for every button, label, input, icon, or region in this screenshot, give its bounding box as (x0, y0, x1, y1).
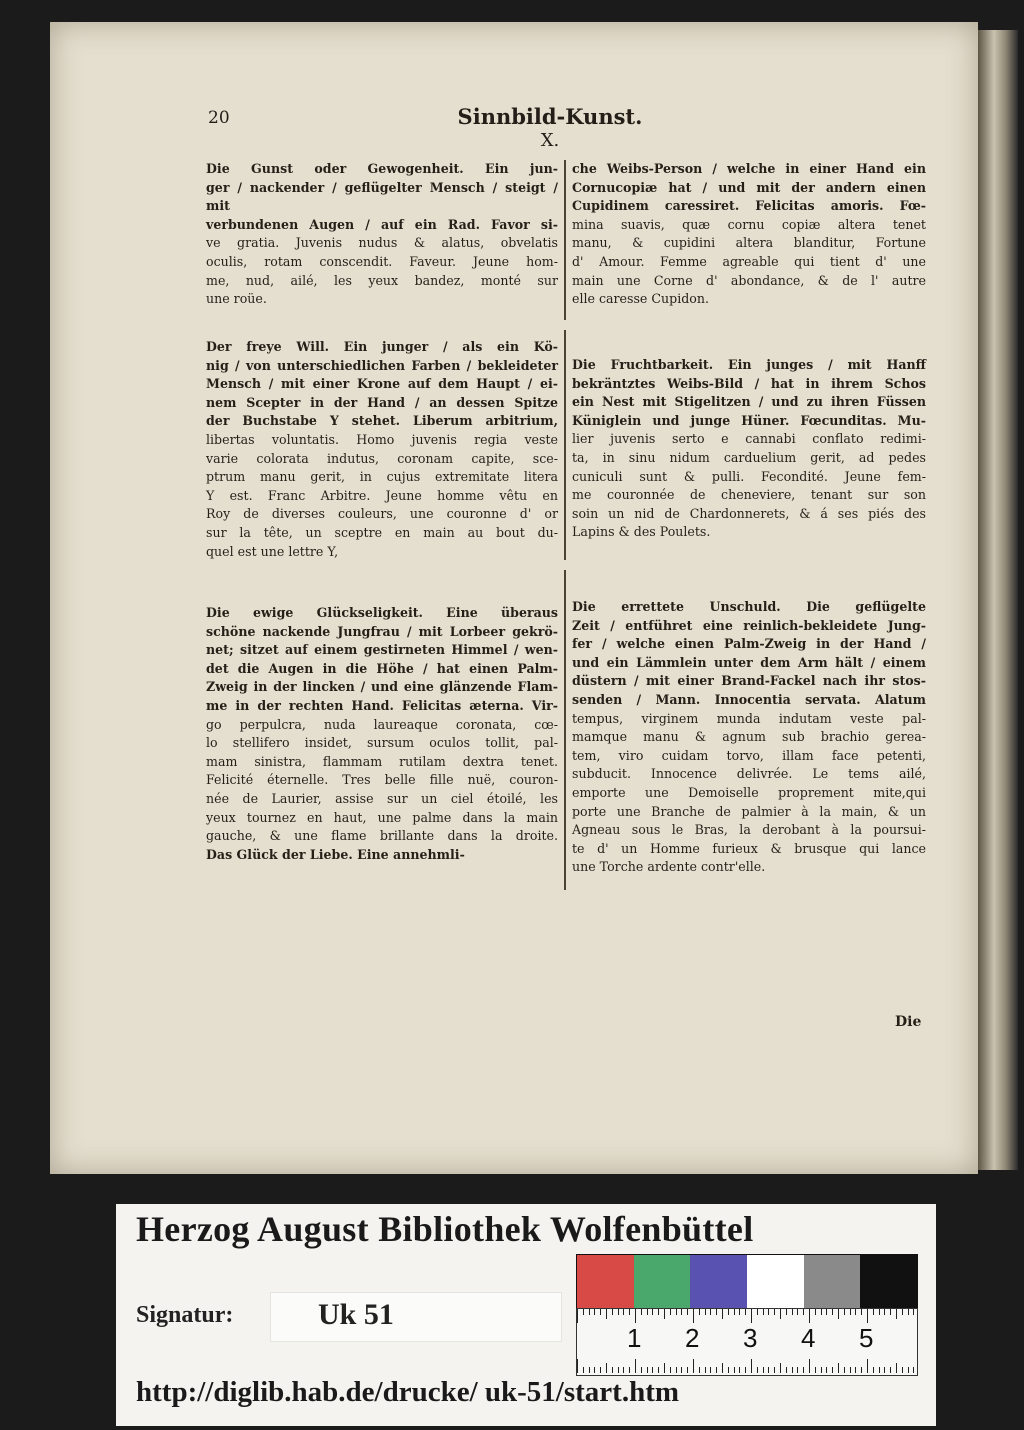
color-swatch (634, 1255, 691, 1309)
ruler-tick (594, 1367, 595, 1373)
ruler-tick (797, 1309, 798, 1315)
ruler-tick (879, 1309, 880, 1315)
library-name: Herzog August Bibliothek Wolfenbüttel (136, 1209, 754, 1249)
ruler-tick (879, 1367, 880, 1373)
text-line: lier juvenis serto e cannabi conflato redimi- (572, 431, 926, 447)
ruler-tick (745, 1367, 746, 1373)
text-line: nig / von unterschiedlichen Farben / bekleideter (206, 357, 558, 373)
ruler-tick (757, 1367, 758, 1373)
text-line: det die Augen in die Höhe / hat einen Palm- (206, 660, 558, 676)
text-line: porte une Branche de palmier à la main, & un (572, 803, 926, 819)
ruler-tick (850, 1309, 851, 1315)
text-line: düstern / mit einer Brand-Fackel nach ihr stos- (572, 673, 926, 689)
ruler-tick (739, 1367, 740, 1373)
ruler-tick (867, 1359, 868, 1373)
ruler-tick (705, 1309, 706, 1315)
text-line: me couronnée de cheneviere, tenant sur son (572, 487, 926, 503)
ruler-tick (676, 1309, 677, 1315)
ruler-tick (618, 1309, 619, 1315)
ruler-tick (577, 1309, 578, 1323)
color-swatch (804, 1255, 861, 1309)
text-line: me, nud, ailé, les yeux bandez, monté sur (206, 272, 558, 288)
ruler-tick (826, 1309, 827, 1315)
ruler-tick (664, 1363, 665, 1373)
ruler-tick (774, 1367, 775, 1373)
text-line: mamque manu & agnum sub brachio gerea- (572, 729, 926, 745)
ruler-tick (600, 1309, 601, 1315)
ruler-tick (908, 1367, 909, 1373)
emblem-entry-gunst (206, 160, 558, 309)
ruler-tick (890, 1367, 891, 1373)
text-line: te d' un Homme furieux & brusque qui lance (572, 840, 926, 856)
text-line: Cupidinem caressiret. Felicitas amoris. Fœ- (572, 198, 926, 214)
ruler-tick (890, 1309, 891, 1315)
text-line: tempus, virginem munda indutam veste pal- (572, 710, 926, 726)
color-calibration-strip (576, 1254, 918, 1310)
ruler-tick (728, 1309, 729, 1315)
text-line: go perpulcra, nuda laureaque coronata, cœ- (206, 716, 558, 732)
ruler-tick (826, 1367, 827, 1373)
text-line: subducit. Innocence delivrée. Le tems ailé, (572, 766, 926, 782)
catchword: Die (895, 1014, 922, 1030)
ruler-tick (873, 1309, 874, 1315)
ruler-tick (867, 1309, 868, 1323)
ruler-tick (861, 1309, 862, 1315)
text-line: une Torche ardente contr'elle. (572, 859, 766, 875)
ruler-tick (780, 1309, 781, 1319)
text-line: bekräntztes Weibs-Bild / hat in ihrem Schos (572, 375, 926, 391)
ruler-tick (838, 1309, 839, 1319)
text-line: née de Laurier, assise sur un ciel étoilé, les (206, 790, 558, 806)
ruler-tick (681, 1309, 682, 1315)
ruler-tick (913, 1367, 914, 1373)
signatur-value: Uk 51 (318, 1298, 394, 1331)
ruler-number: 3 (743, 1323, 758, 1353)
ruler-number: 1 (627, 1323, 642, 1353)
text-line: Felicité éternelle. Tres belle fille nuë, couron- (206, 772, 558, 788)
ruler-tick (832, 1367, 833, 1373)
text-line: Roy de diverses couleurs, une couronne d' or (206, 506, 558, 522)
text-line: ger / nackender / geflügelter Mensch / steigt / mit (206, 179, 558, 214)
ruler-tick (612, 1367, 613, 1373)
emblem-entry-liebe (572, 160, 926, 309)
ruler-tick (693, 1309, 694, 1323)
ruler-tick (577, 1359, 578, 1373)
ruler-tick (629, 1309, 630, 1315)
text-line: une roüe. (206, 291, 267, 307)
ruler-tick (792, 1367, 793, 1373)
ruler-tick (716, 1309, 717, 1315)
plate-number: X. (540, 130, 560, 151)
ruler-tick (728, 1367, 729, 1373)
text-line: main une Corne d' abondance, & de l' autre (572, 272, 926, 288)
ruler-tick (641, 1367, 642, 1373)
ruler-tick (838, 1363, 839, 1373)
ruler-tick (594, 1309, 595, 1315)
ruler-tick (855, 1367, 856, 1373)
ruler-tick (745, 1309, 746, 1315)
text-line: varie colorata indutus, coronam capite, sce- (206, 450, 558, 466)
measurement-ruler (576, 1308, 918, 1376)
ruler-tick (797, 1367, 798, 1373)
ruler-tick (693, 1359, 694, 1373)
ruler-tick (699, 1367, 700, 1373)
ruler-tick (751, 1359, 752, 1373)
text-line: soin un nid de Chardonnerets, & á ses piés des (572, 505, 926, 521)
text-line: Die Fruchtbarkeit. Ein junges / mit Hanff (572, 357, 926, 372)
ruler-tick (710, 1309, 711, 1315)
text-line: tem, viro cuidam torvo, illam face petenti, (572, 747, 926, 763)
text-line: ta, in sinu nidum carduelium gerit, ad pedes (572, 449, 926, 465)
ruler-tick (612, 1309, 613, 1315)
emblem-entry-frucht (572, 356, 926, 542)
ruler-tick (884, 1309, 885, 1315)
ruler-tick (641, 1309, 642, 1315)
ruler-tick (583, 1367, 584, 1373)
ruler-tick (618, 1367, 619, 1373)
ruler-tick (792, 1309, 793, 1315)
ruler-tick (629, 1367, 630, 1373)
ruler-tick (832, 1309, 833, 1315)
ruler-tick (763, 1367, 764, 1373)
text-line: quel est une lettre Y, (206, 543, 339, 559)
page-edge (978, 30, 1018, 1170)
text-line: und ein Lämmlein unter dem Arm hält / einem (572, 654, 926, 670)
ruler-tick (734, 1367, 735, 1373)
ruler-tick (647, 1309, 648, 1315)
text-line: mina suavis, quæ cornu copiæ altera tenet (572, 216, 926, 232)
ruler-tick (722, 1309, 723, 1319)
text-line: Das Glück der Liebe. Eine annehmli- (206, 846, 465, 862)
emblem-entry-freye (206, 338, 558, 561)
text-line: manu, & cupidini altera blanditur, Fortune (572, 235, 926, 251)
text-line: d' Amour. Femme agreable qui tient d' une (572, 253, 926, 269)
ruler-tick (803, 1309, 804, 1315)
ruler-tick (896, 1363, 897, 1373)
text-line: Die Gunst oder Gewogenheit. Ein jun- (206, 161, 558, 176)
signatur-box (270, 1292, 562, 1342)
text-line: der Buchstabe Y stehet. Liberum arbitrium, (206, 413, 558, 429)
text-line: che Weibs-Person / welche in einer Hand ein (572, 161, 926, 176)
text-line: emporte une Demoiselle proprement mite,qui (572, 784, 926, 800)
ruler-tick (606, 1309, 607, 1319)
ruler-tick (687, 1367, 688, 1373)
ruler-tick (809, 1309, 810, 1323)
color-swatch (577, 1255, 634, 1309)
ruler-tick (751, 1309, 752, 1323)
text-line: schöne nackende Jungfrau / mit Lorbeer gekrö- (206, 623, 558, 639)
ruler-tick (844, 1367, 845, 1373)
emblem-entry-unschuld (572, 598, 926, 877)
running-head: Sinnbild-Kunst. (457, 104, 643, 129)
ruler-tick (664, 1309, 665, 1319)
ruler-tick (821, 1309, 822, 1315)
ruler-tick (908, 1309, 909, 1315)
text-line: Küniglein und junge Hüner. Fœcunditas. Mu- (572, 412, 926, 428)
ruler-tick (699, 1309, 700, 1315)
ruler-tick (600, 1367, 601, 1373)
ruler-tick (705, 1367, 706, 1373)
ruler-tick (722, 1363, 723, 1373)
text-line: Cornucopiæ hat / und mit der andern einen (572, 179, 926, 195)
ruler-tick (652, 1309, 653, 1315)
text-line: net; sitzet auf einem gestirneten Himmel / wen- (206, 642, 558, 658)
color-swatch (860, 1255, 917, 1309)
text-line: Y est. Franc Arbitre. Jeune homme vêtu en (206, 487, 558, 503)
signatur-label: Signatur: (136, 1302, 234, 1328)
ruler-tick (734, 1309, 735, 1315)
color-swatch (690, 1255, 747, 1309)
ruler-tick (676, 1367, 677, 1373)
ruler-tick (635, 1309, 636, 1323)
ruler-tick (786, 1309, 787, 1315)
text-line: yeux tournez en haut, une palme dans la main (206, 809, 558, 825)
ruler-tick (623, 1367, 624, 1373)
ruler-tick (583, 1309, 584, 1315)
text-line: mam sinistra, flammam rutilam dextra tenet. (206, 753, 558, 769)
ruler-tick (658, 1309, 659, 1315)
ruler-number: 5 (859, 1323, 874, 1353)
text-line: Lapins & des Poulets. (572, 524, 711, 540)
ruler-tick (670, 1309, 671, 1315)
text-line: lo stellifero insidet, sursum oculos tollit, pal- (206, 735, 558, 751)
text-line: ve gratia. Juvenis nudus & alatus, obvelatis (206, 235, 558, 251)
ruler-tick (647, 1367, 648, 1373)
source-url: http://diglib.hab.de/drucke/ uk-51/start.htm (136, 1376, 680, 1408)
text-line: ein Nest mit Stigelitzen / und zu ihren Füssen (572, 394, 926, 410)
ruler-tick (670, 1367, 671, 1373)
ruler-tick (623, 1309, 624, 1315)
text-line: Die ewige Glückseligkeit. Eine überaus (206, 605, 558, 620)
ruler-tick (844, 1309, 845, 1315)
column-divider (564, 160, 566, 320)
page-number: 20 (208, 108, 230, 128)
text-line: cuniculi sunt & pulli. Fecondité. Jeune fem- (572, 468, 926, 484)
ruler-tick (774, 1309, 775, 1315)
text-line: oculis, rotam conscendit. Faveur. Jeune hom- (206, 253, 558, 269)
ruler-tick (902, 1309, 903, 1315)
ruler-tick (687, 1309, 688, 1315)
text-line: Zeit / entführet eine reinlich-bekleidete Jung- (572, 617, 926, 633)
color-swatch (747, 1255, 804, 1309)
text-line: Agneau sous le Bras, la derobant à la poursui- (572, 822, 926, 838)
text-line: ptrum manu gerit, in cujus extremitate litera (206, 469, 558, 485)
ruler-tick (763, 1309, 764, 1315)
ruler-tick (589, 1309, 590, 1315)
ruler-tick (606, 1363, 607, 1373)
ruler-tick (780, 1363, 781, 1373)
ruler-tick (803, 1367, 804, 1373)
ruler-tick (815, 1367, 816, 1373)
text-line: verbundenen Augen / auf ein Rad. Favor si- (206, 216, 558, 232)
text-line: Die errettete Unschuld. Die geflügelte (572, 599, 926, 614)
ruler-tick (739, 1309, 740, 1315)
ruler-tick (809, 1359, 810, 1373)
ruler-number: 2 (685, 1323, 700, 1353)
ruler-tick (768, 1367, 769, 1373)
ruler-tick (913, 1309, 914, 1315)
ruler-tick (815, 1309, 816, 1315)
ruler-tick (902, 1367, 903, 1373)
column-divider (564, 570, 566, 890)
ruler-tick (635, 1359, 636, 1373)
ruler-tick (896, 1309, 897, 1319)
ruler-tick (589, 1367, 590, 1373)
ruler-tick (681, 1367, 682, 1373)
text-line: fer / welche einen Palm-Zweig in der Hand / (572, 636, 926, 652)
ruler-tick (658, 1367, 659, 1373)
ruler-tick (850, 1367, 851, 1373)
text-line: Zweig in der lincken / und eine glänzende Flam- (206, 679, 558, 695)
ruler-tick (710, 1367, 711, 1373)
text-line: senden / Mann. Innocentia servata. Alatum (572, 691, 926, 707)
text-line: Mensch / mit einer Krone auf dem Haupt / ei- (206, 376, 558, 392)
ruler-number: 4 (801, 1323, 816, 1353)
emblem-entry-ewige (206, 604, 558, 864)
text-line: sur la tête, un sceptre en main au bout du- (206, 524, 558, 540)
text-line: gauche, & une flame brillante dans la droite. (206, 828, 558, 844)
text-line: Der freye Will. Ein junger / als ein Kö- (206, 339, 558, 354)
text-line: libertas voluntatis. Homo juvenis regia veste (206, 431, 558, 447)
ruler-tick (861, 1367, 862, 1373)
ruler-tick (873, 1367, 874, 1373)
text-line: nem Scepter in der Hand / an dessen Spitze (206, 394, 558, 410)
column-divider (564, 330, 566, 560)
ruler-tick (768, 1309, 769, 1315)
text-line: elle caresse Cupidon. (572, 291, 709, 307)
ruler-tick (757, 1309, 758, 1315)
ruler-tick (716, 1367, 717, 1373)
ruler-tick (652, 1367, 653, 1373)
ruler-tick (786, 1367, 787, 1373)
text-line: me in der rechten Hand. Felicitas æterna. Vir- (206, 697, 558, 713)
ruler-tick (821, 1367, 822, 1373)
ruler-tick (884, 1367, 885, 1373)
ruler-tick (855, 1309, 856, 1315)
